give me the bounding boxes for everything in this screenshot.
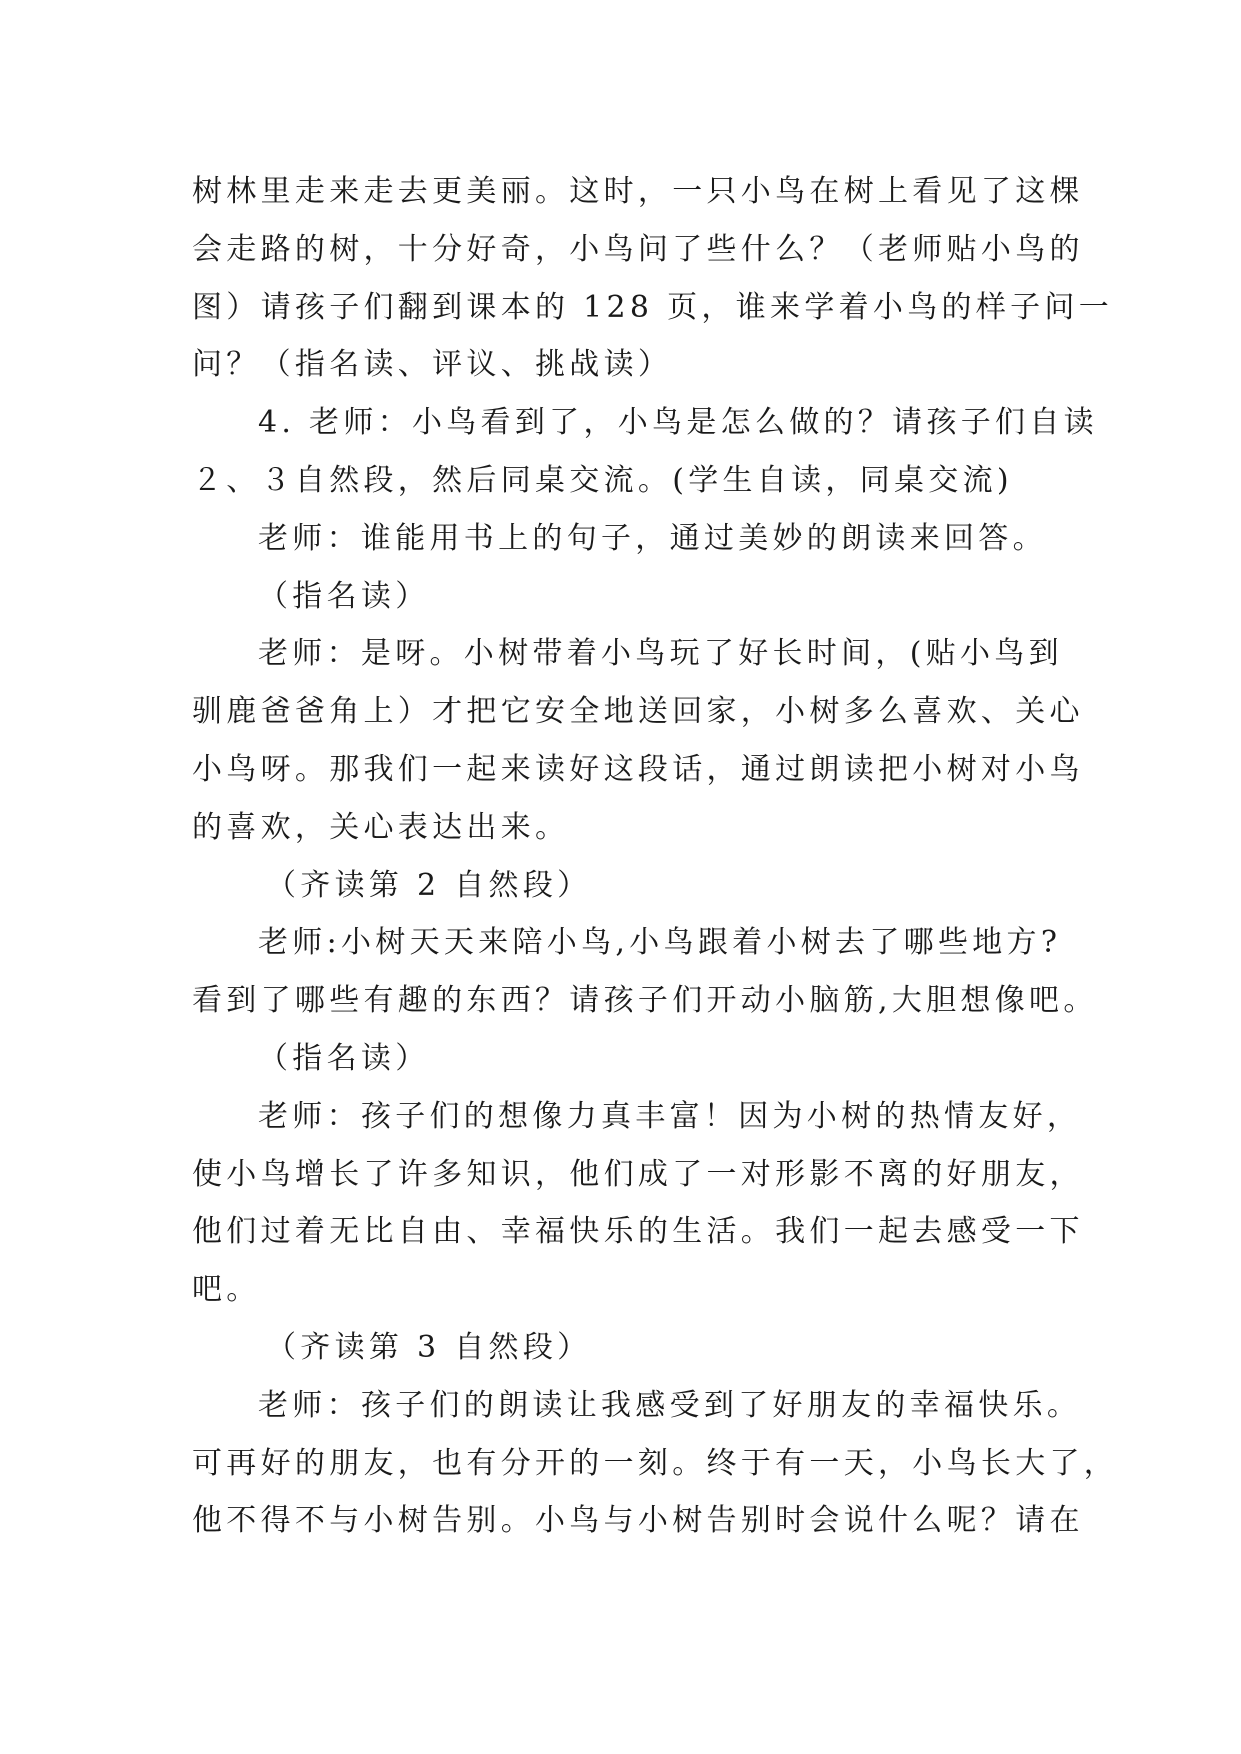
text-line: 老师：是呀。小树带着小鸟玩了好长时间，(贴小鸟到 bbox=[258, 636, 1063, 672]
text-line: 吧。 bbox=[192, 1272, 261, 1308]
paragraph bbox=[192, 163, 1114, 394]
paragraph bbox=[192, 914, 1098, 1030]
text-line: （指名读） bbox=[258, 578, 430, 614]
text-line: 使小鸟增长了许多知识，他们成了一对形影不离的好朋友， bbox=[192, 1156, 1084, 1192]
paragraph bbox=[192, 857, 1062, 915]
text-line: 他们过着无比自由、幸福快乐的生活。我们一起去感受一下 bbox=[192, 1214, 1084, 1250]
text-line: 问？（指名读、评议、挑战读） bbox=[192, 347, 673, 383]
text-line: 4. 老师：小鸟看到了，小鸟是怎么做的？请孩子们自读 bbox=[258, 405, 1098, 441]
paragraph bbox=[192, 510, 1062, 568]
text-line: 老师：孩子们的想像力真丰富！因为小树的热情友好， bbox=[258, 1098, 1082, 1134]
document-body bbox=[192, 163, 1119, 1550]
text-line: 小鸟呀。那我们一起来读好这段话，通过朗读把小树对小鸟 bbox=[192, 751, 1084, 787]
paragraph bbox=[192, 1377, 1119, 1550]
paragraph bbox=[192, 625, 1084, 856]
text-line: 会走路的树，十分好奇，小鸟问了些什么？（老师贴小鸟的 bbox=[192, 231, 1084, 267]
text-line: 老师：孩子们的朗读让我感受到了好朋友的幸福快乐。 bbox=[258, 1387, 1082, 1423]
text-line: 看到了哪些有趣的东西？请孩子们开动小脑筋,大胆想像吧。 bbox=[192, 983, 1098, 1019]
text-line: 老师:小树天天来陪小鸟,小鸟跟着小树去了哪些地方? bbox=[258, 925, 1062, 961]
text-line: （指名读） bbox=[258, 1040, 430, 1076]
text-line: ２、３自然段，然后同桌交流。(学生自读，同桌交流) bbox=[192, 462, 1013, 498]
text-line: 老师：谁能用书上的句子，通过美妙的朗读来回答。 bbox=[258, 520, 1047, 556]
text-line: （齐读第 2 自然段） bbox=[266, 867, 592, 903]
paragraph bbox=[192, 394, 1098, 510]
paragraph bbox=[192, 1030, 1062, 1088]
paragraph bbox=[192, 568, 1062, 626]
text-line: （齐读第 3 自然段） bbox=[266, 1329, 592, 1365]
text-line: 图）请孩子们翻到课本的 128 页，谁来学着小鸟的样子问一 bbox=[192, 289, 1114, 325]
text-line: 可再好的朋友，也有分开的一刻。终于有一天，小鸟长大了， bbox=[192, 1445, 1119, 1481]
paragraph bbox=[192, 1088, 1084, 1319]
paragraph bbox=[192, 1319, 1062, 1377]
text-line: 的喜欢，关心表达出来。 bbox=[192, 809, 570, 845]
text-line: 树林里走来走去更美丽。这时，一只小鸟在树上看见了这棵 bbox=[192, 174, 1084, 209]
text-line: 驯鹿爸爸角上）才把它安全地送回家，小树多么喜欢、关心 bbox=[192, 694, 1084, 730]
text-line: 他不得不与小树告别。小鸟与小树告别时会说什么呢？请在 bbox=[192, 1503, 1084, 1539]
